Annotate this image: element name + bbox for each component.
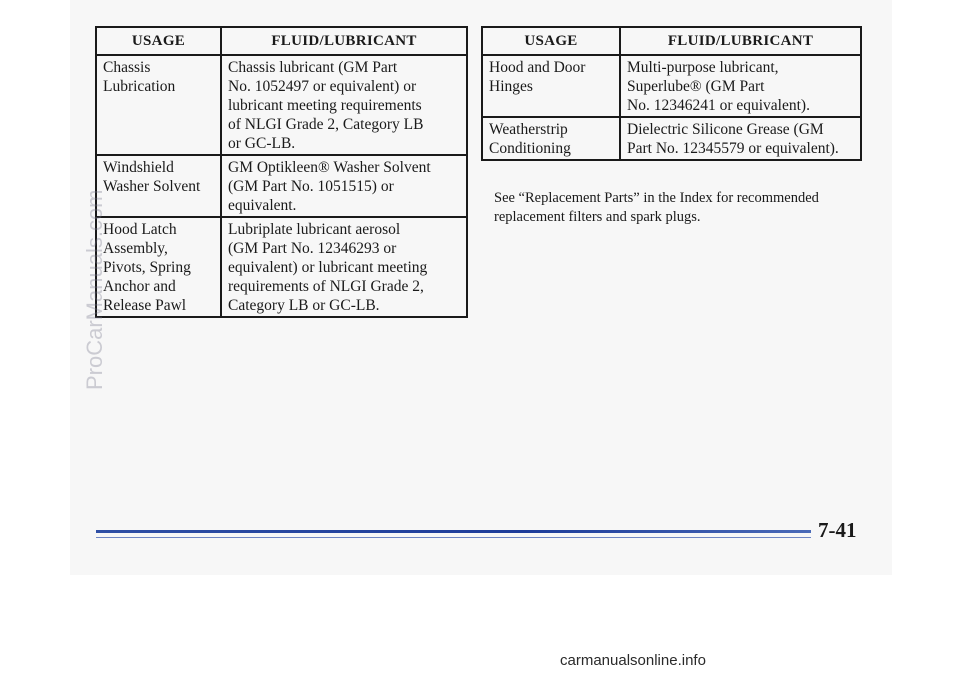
footer-rule (96, 530, 811, 533)
table-row (96, 217, 467, 317)
usage-cell: Hood and Door Hinges (482, 55, 620, 117)
page-number: 7-41 (818, 518, 857, 542)
bottom-watermark: carmanualsonline.info (560, 652, 706, 669)
fluid-table-left (95, 26, 468, 318)
header-fluid-lubricant: FLUID/LUBRICANT (221, 27, 467, 55)
table-header-row (96, 27, 467, 55)
header-usage: USAGE (96, 27, 221, 55)
table-header-row (482, 27, 861, 55)
table-row (96, 55, 467, 155)
fluid-table-right (481, 26, 862, 161)
footer-rule-thin (96, 537, 811, 538)
header-usage: USAGE (482, 27, 620, 55)
fluid-cell: Multi-purpose lubricant, Superlube® (GM Part No. 12346241 or equivalent). (620, 55, 861, 117)
side-watermark: ProCarManuals.com (82, 189, 107, 390)
usage-cell: Hood Latch Assembly, Pivots, Spring Anchor and Release Pawl (96, 217, 221, 317)
replacement-parts-note: See “Replacement Parts” in the Index for recommended replacement filters and spark plugs. (494, 189, 819, 225)
fluid-cell: GM Optikleen® Washer Solvent (GM Part No. 1051515) or equivalent. (221, 155, 467, 217)
fluid-cell: Chassis lubricant (GM Part No. 1052497 or equivalent) or lubricant meeting requirements of NLGI Grade 2, Category LB or GC-LB. (221, 55, 467, 155)
usage-cell: Windshield Washer Solvent (96, 155, 221, 217)
usage-cell: Weatherstrip Conditioning (482, 117, 620, 160)
fluid-cell: Lubriplate lubricant aerosol (GM Part No. 12346293 or equivalent) or lubricant meeting requirements of NLGI Grade 2, Category LB or GC-LB. (221, 217, 467, 317)
table-row (482, 55, 861, 117)
header-fluid-lubricant: FLUID/LUBRICANT (620, 27, 861, 55)
usage-cell: Chassis Lubrication (96, 55, 221, 155)
table-row (482, 117, 861, 160)
table-row (96, 155, 467, 217)
fluid-cell: Dielectric Silicone Grease (GM Part No. 12345579 or equivalent). (620, 117, 861, 160)
